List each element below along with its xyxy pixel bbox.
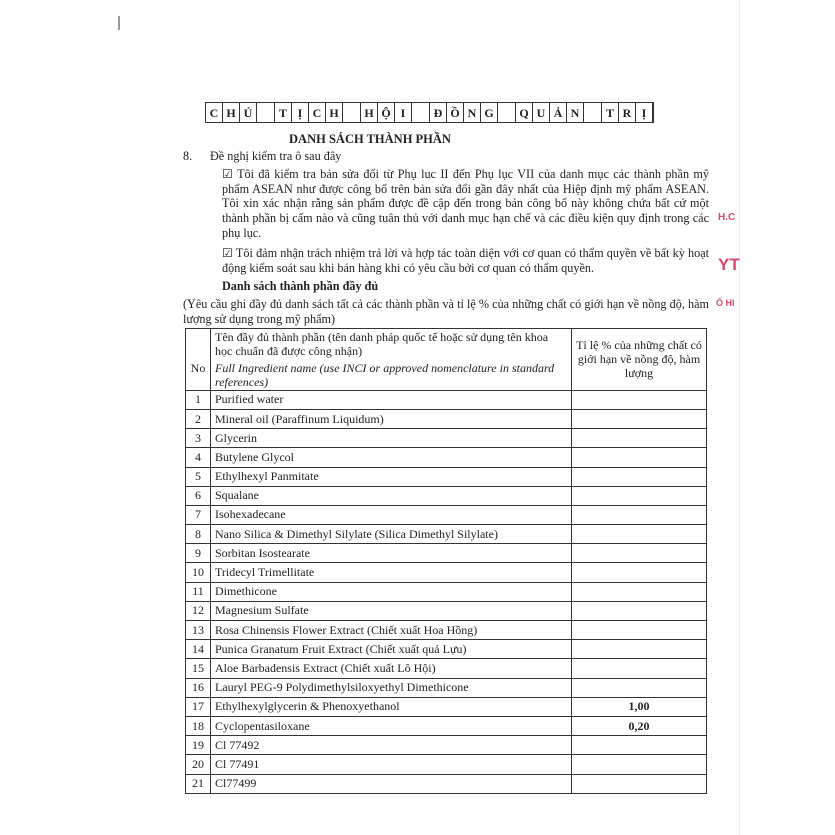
letter-box [498, 103, 516, 122]
checkbox-statement-2: ☑ Tôi đảm nhận trách nhiệm trả lời và hợp tác toàn diện với cơ quan có thẩm quyền về bất kỳ hoạt động kiểm soát sau khi bán hàng khi có yêu cầu bởi cơ quan có thẩm quyền. [222, 245, 709, 275]
row-no: 19 [186, 736, 211, 755]
row-no: 12 [186, 601, 211, 620]
ingredient-name: Purified water [211, 390, 572, 409]
row-no: 6 [186, 486, 211, 505]
checkbox-statement-1: ☑ Tôi đã kiểm tra bản sửa đổi từ Phụ luc II đến Phụ lục VII của danh mục các thành phần mỹ phẩm ASEAN như được công bố trên bản sửa đổi gần đây nhất của Hiệp định mỹ phẩm ASEAN. Tôi xin xác nhận rằng sản phẩm được đề cập đến trong bản công bố này không chứa bất cứ một thành phần bị cấm nào và cũng tuân thủ với danh mục hạn chế và các điều kiện quy định trong các phụ lục. [222, 166, 709, 240]
letter-box [584, 103, 602, 122]
table-row [186, 640, 707, 659]
letter-box: Ị [292, 103, 309, 122]
ingredient-name: Lauryl PEG-9 Polydimethylsiloxyethyl Dimethicone [211, 678, 572, 697]
ingredient-name: Cl77499 [211, 774, 572, 793]
letter-box: N [464, 103, 481, 122]
letter-box: H [361, 103, 378, 122]
row-no: 14 [186, 640, 211, 659]
ingredient-name: Mineral oil (Paraffinum Liquidum) [211, 409, 572, 428]
header-letter-boxes [205, 102, 654, 123]
ingredient-name: Ethylhexylglycerin & Phenoxyethanol [211, 697, 572, 716]
document-title: DANH SÁCH THÀNH PHẦN [289, 132, 451, 146]
row-percent [572, 429, 707, 448]
row-percent [572, 544, 707, 563]
row-no: 7 [186, 505, 211, 524]
ingredient-name: Dimethicone [211, 582, 572, 601]
table-row [186, 390, 707, 409]
letter-box: Ị [636, 103, 653, 122]
col-name-header [211, 328, 572, 390]
table-row [186, 409, 707, 428]
table-header-row [186, 328, 707, 390]
ingredient-name: Cl 77491 [211, 755, 572, 774]
letter-box: U [533, 103, 550, 122]
table-row [186, 544, 707, 563]
table-row [186, 448, 707, 467]
letter-box: C [206, 103, 223, 122]
list-note: (Yêu cầu ghi đầy đủ danh sách tất cả các thành phần và tỉ lệ % của những chất có giới hạn về nồng độ, hàm lượng sử dụng trong mỹ phẩm) [183, 297, 709, 326]
table-row [186, 755, 707, 774]
row-percent [572, 736, 707, 755]
table-row [186, 621, 707, 640]
row-percent: 1,00 [572, 697, 707, 716]
row-percent [572, 525, 707, 544]
row-no: 18 [186, 716, 211, 735]
section-number: 8. [183, 149, 193, 163]
col-name-en: Full Ingredient name (use INCI or approved nomenclature in standard references) [215, 360, 555, 389]
table-row [186, 678, 707, 697]
section-8 [183, 149, 709, 164]
table-row [186, 563, 707, 582]
table-row [186, 525, 707, 544]
col-name-vi: Tên đầy đủ thành phần (tên danh pháp quốc tế hoặc sử dụng tên khoa học chuẩn đã được công nhận) [215, 329, 549, 358]
row-percent [572, 659, 707, 678]
table-row [186, 429, 707, 448]
row-percent [572, 505, 707, 524]
ingredient-name: Cl 77492 [211, 736, 572, 755]
ingredient-name: Squalane [211, 486, 572, 505]
table-row [186, 736, 707, 755]
letter-box: T [602, 103, 619, 122]
letter-box: Q [516, 103, 533, 122]
col-no-header: No [186, 328, 211, 390]
row-percent [572, 448, 707, 467]
table-row [186, 659, 707, 678]
row-no: 20 [186, 755, 211, 774]
table-row [186, 582, 707, 601]
row-no: 15 [186, 659, 211, 678]
row-no: 9 [186, 544, 211, 563]
row-no: 5 [186, 467, 211, 486]
letter-box: Ồ [447, 103, 464, 122]
row-no: 16 [186, 678, 211, 697]
ingredient-name: Punica Granatum Fruit Extract (Chiết xuất quả Lựu) [211, 640, 572, 659]
col-pct-header: Tỉ lệ % của những chất có giới hạn về nồng độ, hàm lượng [572, 328, 707, 390]
table-row [186, 486, 707, 505]
row-no: 4 [186, 448, 211, 467]
row-percent [572, 390, 707, 409]
ingredient-name: Isohexadecane [211, 505, 572, 524]
row-percent [572, 621, 707, 640]
stamp-fragment: H.C [718, 212, 736, 223]
table-row [186, 505, 707, 524]
row-no: 11 [186, 582, 211, 601]
letter-box: C [309, 103, 326, 122]
stamp-fragment: Ố HI [716, 298, 735, 308]
letter-box [257, 103, 275, 122]
section-label: Đề nghị kiểm tra ô sau đây [210, 149, 342, 163]
row-percent [572, 774, 707, 793]
ingredient-name: Sorbitan Isostearate [211, 544, 572, 563]
letter-box: T [275, 103, 292, 122]
letter-box [412, 103, 430, 122]
ingredient-name: Magnesium Sulfate [211, 601, 572, 620]
row-percent [572, 678, 707, 697]
row-no: 1 [186, 390, 211, 409]
ingredient-name: Rosa Chinensis Flower Extract (Chiết xuất Hoa Hồng) [211, 621, 572, 640]
scan-mark [118, 16, 120, 30]
table-row [186, 774, 707, 793]
letter-box: Ả [550, 103, 567, 122]
row-percent [572, 409, 707, 428]
letter-box: G [481, 103, 498, 122]
letter-box: N [567, 103, 584, 122]
letter-box: H [326, 103, 343, 122]
row-percent [572, 755, 707, 774]
row-percent [572, 640, 707, 659]
row-percent [572, 563, 707, 582]
ingredient-name: Butylene Glycol [211, 448, 572, 467]
row-no: 3 [186, 429, 211, 448]
ingredient-name: Tridecyl Trimellitate [211, 563, 572, 582]
ingredient-name: Glycerin [211, 429, 572, 448]
ingredient-table [185, 328, 707, 794]
letter-box: H [223, 103, 240, 122]
row-percent [572, 486, 707, 505]
row-percent [572, 582, 707, 601]
table-row [186, 697, 707, 716]
row-percent: 0,20 [572, 716, 707, 735]
row-percent [572, 467, 707, 486]
letter-box: R [619, 103, 636, 122]
stamp-fragment: YT [718, 255, 740, 274]
row-no: 8 [186, 525, 211, 544]
document-body [183, 149, 709, 794]
letter-box: I [395, 103, 412, 122]
ingredient-name: Ethylhexyl Panmitate [211, 467, 572, 486]
table-row [186, 467, 707, 486]
letter-box: Ủ [240, 103, 257, 122]
row-no: 13 [186, 621, 211, 640]
ingredient-name: Nano Silica & Dimethyl Silylate (Silica Dimethyl Silylate) [211, 525, 572, 544]
letter-box: Đ [430, 103, 447, 122]
letter-box [343, 103, 361, 122]
row-no: 17 [186, 697, 211, 716]
row-no: 21 [186, 774, 211, 793]
table-row [186, 716, 707, 735]
row-no: 10 [186, 563, 211, 582]
row-percent [572, 601, 707, 620]
letter-box: Ộ [378, 103, 395, 122]
ingredient-name: Cyclopentasiloxane [211, 716, 572, 735]
list-heading: Danh sách thành phần đầy đủ [222, 279, 379, 294]
row-no: 2 [186, 409, 211, 428]
table-row [186, 601, 707, 620]
ingredient-name: Aloe Barbadensis Extract (Chiết xuất Lô Hội) [211, 659, 572, 678]
